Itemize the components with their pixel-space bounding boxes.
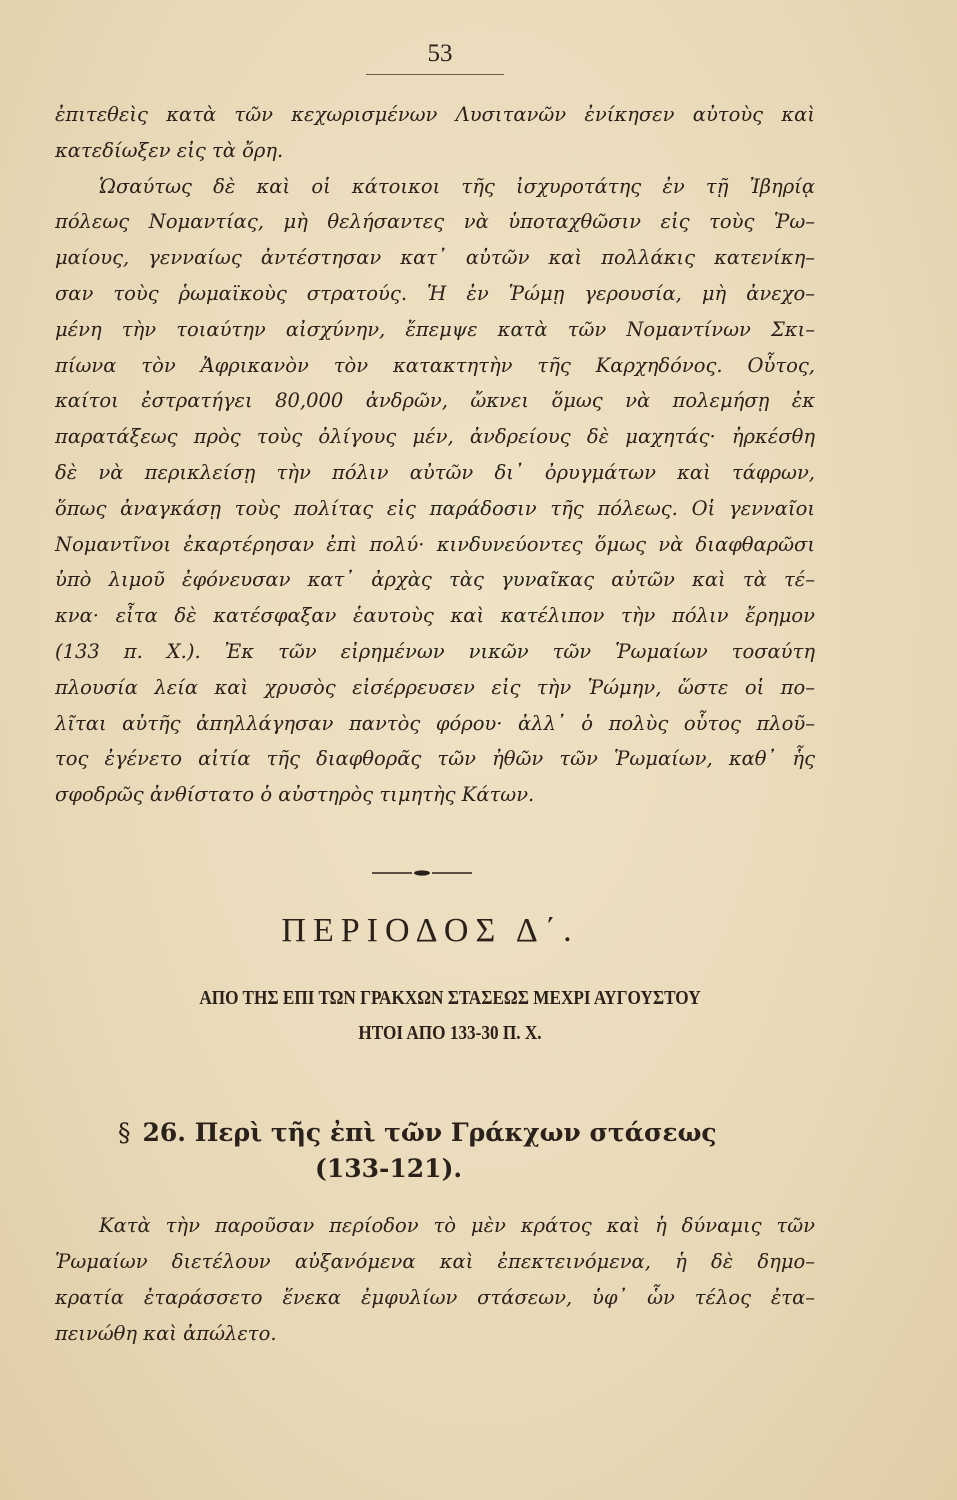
text-line: ὑπὸ λιμοῦ ἐφόνευσαν κατ᾽ ἀρχὰς τὰς γυναῖκας αὐτῶν καὶ τὰ τέ– <box>55 568 815 592</box>
chapter-subtitle-dates: ΗΤΟΙ ΑΠΟ 133-30 Π. Χ. <box>358 1022 542 1044</box>
text-line: ἐπιτεθεὶς κατὰ τῶν κεχωρισμένων Λυσιτανῶν ἐνίκησεν αὐτοὺς καὶ <box>55 103 815 126</box>
text-line: κνα· εἶτα δὲ κατέσφαξαν ἑαυτοὺς καὶ κατέλιπον τὴν πόλιν ἔρημον <box>55 604 815 628</box>
text-line: μαίους, γενναίως ἀντέστησαν κατ᾽ αὐτῶν καὶ πολλάκις κατενίκη– <box>55 246 815 270</box>
text-line: πίωνα τὸν Ἀφρικανὸν τὸν κατακτητὴν τῆς Καρχηδόνος. Οὗτος, <box>55 353 815 377</box>
text-line: ὅπως ἀναγκάσῃ τοὺς πολίτας εἰς παράδοσιν τῆς πόλεως. Οἱ γενναῖοι <box>55 496 815 520</box>
text-line: δὲ νὰ περικλείσῃ τὴν πόλιν αὐτῶν δι᾽ ὀρυγμάτων καὶ τάφρων, <box>55 460 815 484</box>
text-line: Νομαντῖνοι ἐκαρτέρησαν ἐπὶ πολύ· κινδυνεύοντες ὅμως νὰ διαφθαρῶσι <box>55 532 815 556</box>
text-line: κρατία ἐταράσσετο ἕνεκα ἐμφυλίων στάσεων, ὑφ᾽ ὧν τέλος ἐτα– <box>55 1286 815 1309</box>
text-line: Κατὰ τὴν παροῦσαν περίοδον τὸ μὲν κράτος καὶ ἡ δύναμις τῶν <box>99 1214 815 1237</box>
body-text <box>55 97 815 813</box>
text-line: παρατάξεως πρὸς τοὺς ὀλίγους μέν, ἀνδρείους δὲ μαχητάς· ἠρκέσθη <box>55 425 815 449</box>
page-number: 53 <box>427 40 453 67</box>
section-mark: § <box>118 1118 131 1147</box>
text-line: (133 π. Χ.). Ἐκ τῶν εἰρημένων νικῶν τῶν Ῥωμαίων τοσαύτη <box>55 639 815 663</box>
header-rule <box>366 74 504 75</box>
chapter-title: ΠΕΡΙΟΔΟΣ Δ΄. <box>281 912 579 949</box>
section-heading-text: 26. Περὶ τῆς ἐπὶ τῶν Γράκχων στάσεως <box>142 1118 717 1147</box>
chapter-subtitle: ΑΠΟ ΤΗΣ ΕΠΙ ΤΩΝ ΓΡΑΚΧΩΝ ΣΤΑΣΕΩΣ ΜΕΧΡΙ ΑΥΓΟΥΣΤΟΥ <box>199 987 701 1009</box>
text-line: τος ἐγένετο αἰτία τῆς διαφθορᾶς τῶν ἠθῶν τῶν Ῥωμαίων, καθ᾽ ἧς <box>55 747 815 771</box>
text-line: λῖται αὐτῆς ἀπηλλάγησαν παντὸς φόρου· ἀλλ᾽ ὁ πολὺς οὗτος πλοῦ– <box>55 711 815 735</box>
section-body <box>55 1208 815 1352</box>
text-line: μένη τὴν τοιαύτην αἰσχύνην, ἔπεμψε κατὰ τῶν Νομαντίνων Σκι– <box>55 317 815 341</box>
section-heading-dates: (133-121). <box>315 1154 463 1183</box>
text-line: Ῥωμαίων διετέλουν αὐξανόμενα καὶ ἐπεκτεινόμενα, ἡ δὲ δημο– <box>55 1250 815 1273</box>
text-line: σφοδρῶς ἀνθίστατο ὁ αὐστηρὸς τιμητὴς Κάτων. <box>55 783 535 807</box>
text-line: πεινώθη καὶ ἀπώλετο. <box>55 1322 277 1345</box>
text-line: καίτοι ἐστρατήγει 80,000 ἀνδρῶν, ὤκνει ὅμως νὰ πολεμήσῃ ἐκ <box>55 389 815 413</box>
text-line: κατεδίωξεν εἰς τὰ ὄρη. <box>55 138 284 162</box>
text-line: πόλεως Νομαντίας, μὴ θελήσαντες νὰ ὑποταχθῶσιν εἰς τοὺς Ῥω– <box>55 210 815 234</box>
section-heading <box>118 1118 798 1147</box>
ornament-divider <box>372 870 472 876</box>
text-line: σαν τοὺς ῥωμαϊκοὺς στρατούς. Ἡ ἐν Ῥώμῃ γερουσία, μὴ ἀνεχο– <box>55 281 815 305</box>
text-line: Ὡσαύτως δὲ καὶ οἱ κάτοικοι τῆς ἰσχυροτάτης ἐν τῇ Ἰβηρίᾳ <box>99 174 815 198</box>
text-line: πλουσία λεία καὶ χρυσὸς εἰσέρρευσεν εἰς τὴν Ῥώμην, ὥστε οἱ πο– <box>55 675 815 699</box>
